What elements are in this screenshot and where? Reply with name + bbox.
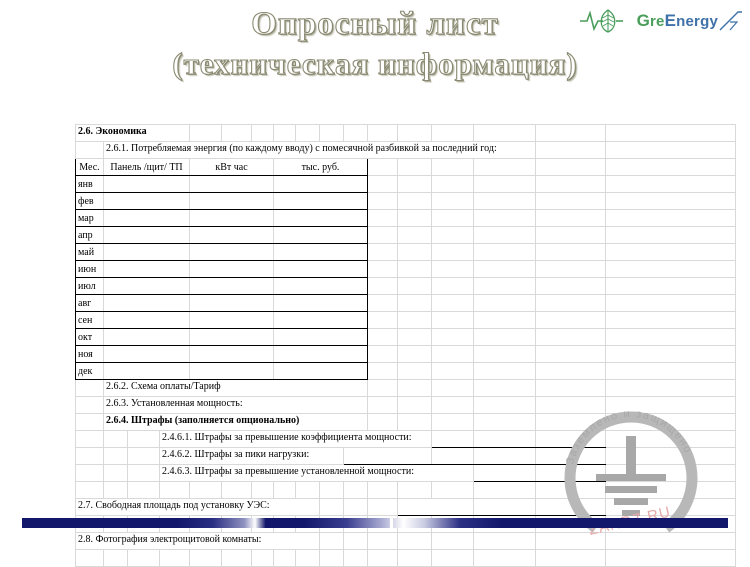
cell-panel[interactable] [104,210,190,227]
cell-month: июн [76,261,104,278]
table-row [76,244,736,261]
item-263-label: 2.6.3. Установленная мощность: [106,398,243,409]
cell-kwh[interactable] [190,261,274,278]
cell-kwh[interactable] [190,295,274,312]
item-264-label: 2.6.4. Штрафы (заполняется опционально) [106,415,300,426]
field-2463[interactable] [474,465,536,482]
cell-rub[interactable] [274,193,368,210]
cell-panel[interactable] [104,346,190,363]
cell-rub[interactable] [274,312,368,329]
cell-panel[interactable] [104,176,190,193]
table-row [76,329,736,346]
cell-rub[interactable] [274,363,368,380]
table-row [76,210,736,227]
item-2461-label: 2.4.6.1. Штрафы за превышение коэффициента мощности: [162,432,412,443]
row-item-28 [76,533,736,550]
cell-kwh[interactable] [190,210,274,227]
watermark-circular-text: Заземлено и защищено [564,407,695,466]
table-row [76,346,736,363]
row-item-27 [76,499,736,516]
logo-slash-icon [718,8,744,34]
logo-wordmark: GreEnergy [636,11,718,30]
cell-panel[interactable] [104,278,190,295]
cell-rub[interactable] [274,227,368,244]
row-section-26 [76,125,736,142]
spacer-row [76,550,736,567]
item-262-label: 2.6.2. Схема оплаты/Тариф [106,381,221,392]
waveform-leaf-icon [579,6,637,36]
cell-month: ноя [76,346,104,363]
questionnaire-sheet [75,124,736,567]
cell-month: авг [76,295,104,312]
col-header-kwh: кВт час [190,159,274,176]
cell-rub[interactable] [274,295,368,312]
item-2462-label: 2.4.6.2. Штрафы за пики нагрузки: [162,449,310,460]
cell-kwh[interactable] [190,193,274,210]
row-item-264 [76,414,736,431]
cell-kwh[interactable] [190,346,274,363]
spacer-row [76,482,736,499]
cell-rub[interactable] [274,278,368,295]
cell-panel[interactable] [104,227,190,244]
cell-month: апр [76,227,104,244]
footer-bar-notch [390,518,393,528]
cell-panel[interactable] [104,295,190,312]
row-item-2461 [76,431,736,448]
title-line-1: Опросный лист [251,6,499,42]
cell-month: фев [76,193,104,210]
title-line-2: (техническая информация) [172,46,578,81]
cell-month: дек [76,363,104,380]
item-27-label: 2.7. Свободная площадь под установку УЭС: [78,500,270,511]
row-item-2462 [76,448,736,465]
row-item-263 [76,397,736,414]
table-row [76,261,736,278]
cell-rub[interactable] [274,210,368,227]
table-row [76,193,736,210]
table-row [76,278,736,295]
col-header-rub: тыс. руб. [274,159,368,176]
field-2462[interactable] [344,448,432,465]
cell-kwh[interactable] [190,244,274,261]
item-2463-label: 2.4.6.3. Штрафы за превышение установленной мощности: [162,466,414,477]
cell-month: июл [76,278,104,295]
table-row [76,176,736,193]
cell-kwh[interactable] [190,312,274,329]
cell-panel[interactable] [104,193,190,210]
section-label: 2.6. Экономика [78,126,147,137]
cell-kwh[interactable] [190,329,274,346]
cell-panel[interactable] [104,261,190,278]
table-row [76,312,736,329]
item-28-label: 2.8. Фотография электрощитовой комнаты: [78,534,262,545]
cell-month: окт [76,329,104,346]
cell-panel[interactable] [104,244,190,261]
cell-month: сен [76,312,104,329]
cell-panel[interactable] [104,329,190,346]
row-item-261 [76,142,736,159]
cell-rub[interactable] [274,329,368,346]
cell-panel[interactable] [104,363,190,380]
row-item-2463 [76,465,736,482]
col-header-panel: Панель /щит/ ТП [104,159,190,176]
cell-month: янв [76,176,104,193]
greenergy-logo [579,6,744,36]
table-row [76,363,736,380]
col-header-month: Мес. [76,159,104,176]
table-header-row [76,159,736,176]
cell-month: мар [76,210,104,227]
cell-rub[interactable] [274,346,368,363]
table-row [76,295,736,312]
cell-kwh[interactable] [190,176,274,193]
footer-bar [22,518,728,528]
cell-kwh[interactable] [190,227,274,244]
cell-rub[interactable] [274,244,368,261]
table-row [76,227,736,244]
cell-panel[interactable] [104,312,190,329]
cell-rub[interactable] [274,176,368,193]
cell-kwh[interactable] [190,278,274,295]
cell-kwh[interactable] [190,363,274,380]
field-27[interactable] [398,499,474,516]
row-item-262 [76,380,736,397]
cell-month: май [76,244,104,261]
field-2461[interactable] [432,431,474,448]
cell-rub[interactable] [274,261,368,278]
item-261-label: 2.6.1. Потребляемая энергия (по каждому вводу) с помесячной разбивкой за последний год: [106,143,497,154]
